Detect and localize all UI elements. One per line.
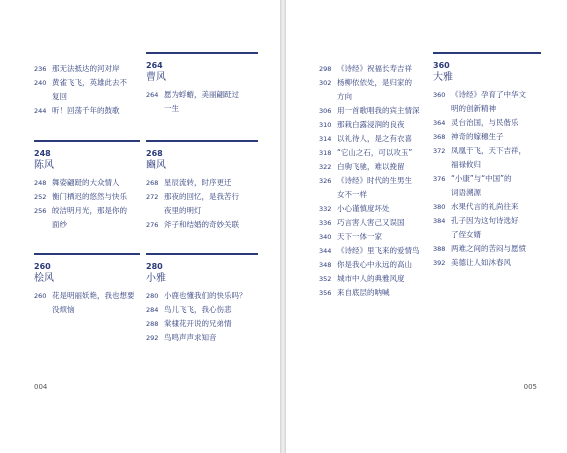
entry-title: 孔子因为这句诗选好 xyxy=(451,216,519,225)
page-number-right: 005 xyxy=(523,383,537,391)
entry-title: “它山之石，可以攻玉” xyxy=(337,148,413,157)
toc-entry xyxy=(34,104,140,118)
entry-title: 那夜的回忆，是我苦行 xyxy=(164,192,239,201)
entry-page-number: 240 xyxy=(34,79,47,87)
entry-title: 《诗经》时代的生男生 xyxy=(337,176,412,185)
section-360 xyxy=(433,52,541,270)
section-rule xyxy=(146,140,258,142)
section-rule xyxy=(146,52,258,54)
entry-page-number: 280 xyxy=(146,292,159,300)
toc-entry xyxy=(433,144,541,158)
section-rule xyxy=(146,253,258,255)
entry-page-number: 332 xyxy=(319,205,332,213)
entry-page-number: 292 xyxy=(146,334,159,342)
entry-page-number: 260 xyxy=(34,292,47,300)
section-title: 豳风 xyxy=(146,160,166,171)
section-260 xyxy=(34,253,140,317)
entry-title: 城市中人的典雅风度 xyxy=(337,274,405,283)
entry-page-number: 348 xyxy=(319,261,332,269)
entry-title: 巧言害人害己又误国 xyxy=(337,218,405,227)
toc-entry xyxy=(319,244,429,258)
left-page xyxy=(0,0,280,453)
toc-entry xyxy=(319,188,429,202)
section-title: 陈风 xyxy=(34,160,54,171)
entry-title: 天下一体一家 xyxy=(337,232,382,241)
entry-page-number: 248 xyxy=(34,179,47,187)
toc-entry xyxy=(146,204,258,218)
section-rule xyxy=(433,52,541,54)
entry-title: 了侄女婿 xyxy=(451,230,481,239)
toc-entry xyxy=(319,132,429,146)
entry-page-number: 336 xyxy=(319,219,332,227)
entry-page-number: 244 xyxy=(34,107,47,115)
toc-entry xyxy=(319,146,429,160)
section-number: 264 xyxy=(146,61,163,70)
entry-title: 灵台治国，与民偕乐 xyxy=(451,118,519,127)
toc-entry xyxy=(433,242,541,256)
entry-page-number: 388 xyxy=(433,245,446,253)
entry-title: 方向 xyxy=(337,92,352,101)
section-268 xyxy=(146,140,258,232)
entry-page-number: 352 xyxy=(319,275,332,283)
entry-page-number: 252 xyxy=(34,193,47,201)
entry-page-number: 364 xyxy=(433,119,446,127)
entry-title: 鸟鸣声声求知音 xyxy=(164,333,217,342)
section-rule xyxy=(34,140,140,142)
toc-entry xyxy=(146,303,258,317)
entry-title: 凤凰于飞，天下吉祥， xyxy=(451,146,526,155)
section-rule xyxy=(34,253,140,255)
entry-page-number: 344 xyxy=(319,247,332,255)
toc-entry xyxy=(34,62,140,76)
section-title: 桧风 xyxy=(34,273,54,284)
entry-title: 用一首歌唱我的宾主情深 xyxy=(337,106,420,115)
entry-title: 鸟儿飞飞，我心伤悲 xyxy=(164,305,232,314)
entry-title: 那无法抵达的河对岸 xyxy=(52,64,120,73)
toc-entry xyxy=(433,228,541,242)
toc-entry xyxy=(319,104,429,118)
entry-title: 《诗经》孕育了中华文 xyxy=(451,90,526,99)
entry-title: 小心谨慎度坏处 xyxy=(337,204,390,213)
entry-title: 复回 xyxy=(52,92,67,101)
entry-title: 白驹飞驰，难以挽留 xyxy=(337,162,405,171)
entry-page-number: 310 xyxy=(319,121,332,129)
entry-page-number: 264 xyxy=(146,91,159,99)
entry-page-number: 360 xyxy=(433,91,446,99)
entry-page-number: 276 xyxy=(146,221,159,229)
entry-title: 美德让人如沐春风 xyxy=(451,258,511,267)
toc-entry xyxy=(319,76,429,90)
section-number: 260 xyxy=(34,262,51,271)
toc-entry xyxy=(146,88,258,102)
entry-title: 杨柳依依处，是归家的 xyxy=(337,78,412,87)
toc-entry xyxy=(146,102,258,116)
entry-page-number: 368 xyxy=(433,133,446,141)
entry-title: 花是明丽妖艳，我也想要 xyxy=(52,291,135,300)
toc-entry xyxy=(146,176,258,190)
entry-page-number: 356 xyxy=(319,289,332,297)
toc-entry xyxy=(319,258,429,272)
toc-entry xyxy=(319,286,429,300)
entry-page-number: 380 xyxy=(433,203,446,211)
page-number-left: 004 xyxy=(34,383,48,391)
section-264 xyxy=(146,52,258,116)
toc-entry xyxy=(319,174,429,188)
entry-title: 那栽白露浸润的良夜 xyxy=(337,120,405,129)
section-number: 268 xyxy=(146,149,163,158)
toc-entry xyxy=(34,303,140,317)
toc-entry xyxy=(146,331,258,345)
entry-title: 棠棣花开说的兄弟情 xyxy=(164,319,232,328)
toc-entry xyxy=(319,272,429,286)
section-title: 小雅 xyxy=(146,273,166,284)
entry-title: 衡门栖迟的悠然与快乐 xyxy=(52,192,127,201)
toc-entry xyxy=(433,88,541,102)
toc-entry xyxy=(433,256,541,270)
entry-page-number: 256 xyxy=(34,207,47,215)
toc-entry xyxy=(34,90,140,104)
toc-entry xyxy=(433,116,541,130)
entry-page-number: 376 xyxy=(433,175,446,183)
toc-column-xiaoya-continued xyxy=(319,62,429,300)
section-number: 280 xyxy=(146,262,163,271)
entry-page-number: 322 xyxy=(319,163,332,171)
entry-page-number: 306 xyxy=(319,107,332,115)
entry-title: 《诗经》里飞来的爱情鸟 xyxy=(337,246,420,255)
toc-entry xyxy=(433,130,541,144)
entry-title: 一生 xyxy=(164,104,179,113)
toc-entry xyxy=(433,102,541,116)
toc-entry xyxy=(146,190,258,204)
entry-title: 面纱 xyxy=(52,220,67,229)
entry-title: 福禄攸归 xyxy=(451,160,481,169)
toc-entry xyxy=(319,118,429,132)
toc-entry xyxy=(34,190,140,204)
entry-title: 水果代言的礼尚往来 xyxy=(451,202,519,211)
entry-title: 夜里的明灯 xyxy=(164,206,202,215)
entry-title: “小康”与“中国”的 xyxy=(451,174,512,183)
toc-entry xyxy=(433,214,541,228)
toc-entry xyxy=(319,202,429,216)
entry-page-number: 288 xyxy=(146,320,159,328)
entry-title: 两难之间的苦闷与愿愤 xyxy=(451,244,526,253)
section-number: 360 xyxy=(433,61,450,70)
entry-page-number: 272 xyxy=(146,193,159,201)
entry-page-number: 314 xyxy=(319,135,332,143)
section-title: 大雅 xyxy=(433,72,453,83)
entry-title: 以礼待人，是之有衣喜 xyxy=(337,134,412,143)
toc-entry xyxy=(34,204,140,218)
entry-page-number: 298 xyxy=(319,65,332,73)
entry-title: 明的创新精神 xyxy=(451,104,496,113)
entry-page-number: 236 xyxy=(34,65,47,73)
entry-title: 星辰流转，时序更迁 xyxy=(164,178,232,187)
entry-title: 你是我心中永远的高山 xyxy=(337,260,412,269)
entry-page-number: 302 xyxy=(319,79,332,87)
entry-title: 愿为蜉蝣，美丽翩跹过 xyxy=(164,90,239,99)
entry-title: 词语溯源 xyxy=(451,188,481,197)
toc-entry xyxy=(319,216,429,230)
entry-title: 没烦恼 xyxy=(52,305,75,314)
toc-entry xyxy=(146,218,258,232)
toc-entry xyxy=(34,218,140,232)
toc-entry xyxy=(319,230,429,244)
entry-title: 舞姿翩跹的大众情人 xyxy=(52,178,120,187)
toc-column-continuation xyxy=(34,62,140,118)
toc-entry xyxy=(433,172,541,186)
entry-title: 小鹿也懂我们的快乐吗？ xyxy=(164,291,247,300)
entry-page-number: 268 xyxy=(146,179,159,187)
toc-entry xyxy=(433,158,541,172)
toc-entry xyxy=(146,317,258,331)
entry-title: 黄雀飞飞，英雄此去不 xyxy=(52,78,127,87)
toc-entry xyxy=(34,289,140,303)
toc-entry xyxy=(319,90,429,104)
toc-entry xyxy=(433,186,541,200)
entry-page-number: 392 xyxy=(433,259,446,267)
entry-page-number: 318 xyxy=(319,149,332,157)
entry-page-number: 372 xyxy=(433,147,446,155)
toc-entry xyxy=(433,200,541,214)
toc-entry xyxy=(34,76,140,90)
entry-page-number: 284 xyxy=(146,306,159,314)
entry-title: 斧子和结婚的奇妙关联 xyxy=(164,220,239,229)
section-248 xyxy=(34,140,140,232)
toc-entry xyxy=(319,160,429,174)
entry-title: 皎洁明月光，那是你的 xyxy=(52,206,127,215)
section-number: 248 xyxy=(34,149,51,158)
entry-page-number: 326 xyxy=(319,177,332,185)
entry-title: 女不一样 xyxy=(337,190,367,199)
entry-page-number: 340 xyxy=(319,233,332,241)
entry-page-number: 384 xyxy=(433,217,446,225)
entry-title: 来自底层的呐喊 xyxy=(337,288,390,297)
section-title: 曹风 xyxy=(146,72,166,83)
entry-title: 《诗经》祝福长寿吉祥 xyxy=(337,64,412,73)
entry-title: 神奇的嫁穗生子 xyxy=(451,132,504,141)
toc-entry xyxy=(146,289,258,303)
entry-title: 听！回荡千年的鼓歌 xyxy=(52,106,120,115)
section-280 xyxy=(146,253,258,345)
right-page xyxy=(286,0,567,453)
toc-entry xyxy=(319,62,429,76)
toc-entry xyxy=(34,176,140,190)
